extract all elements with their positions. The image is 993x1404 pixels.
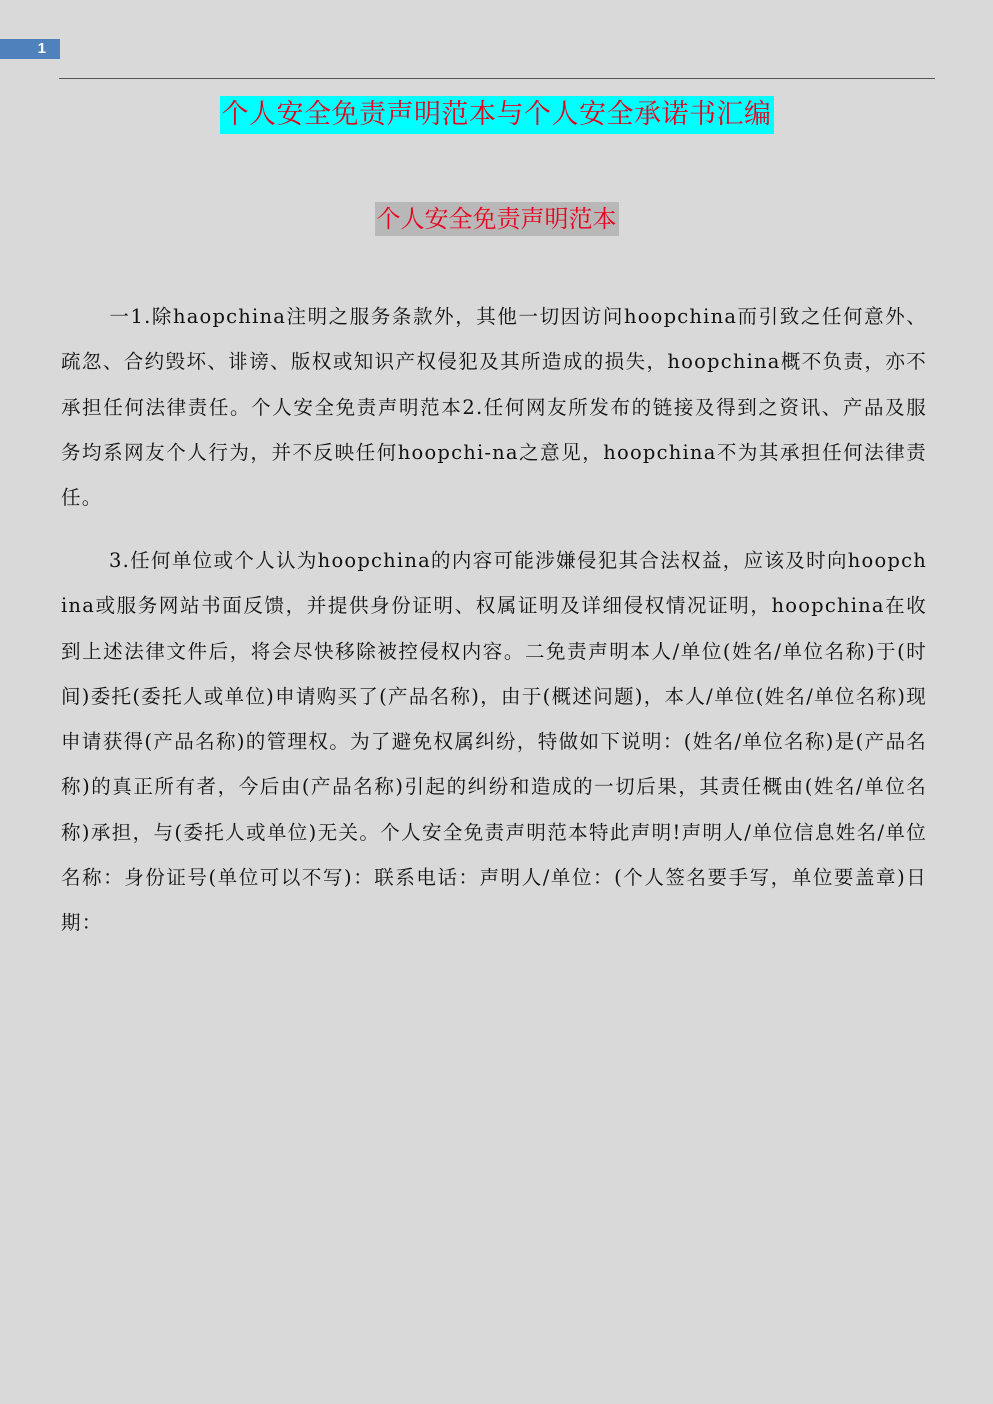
- sub-title-container: [0, 202, 993, 236]
- main-title-container: [0, 96, 993, 134]
- document-main-title: 个人安全免责声明范本与个人安全承诺书汇编: [220, 96, 774, 134]
- paragraph-1: [61, 294, 927, 520]
- paragraph-2: [61, 538, 927, 946]
- page-number-badge: 1: [0, 39, 60, 59]
- paragraph-2-text: 3.任何单位或个人认为hoopchina的内容可能涉嫌侵犯其合法权益，应该及时向hoopchina或服务网站书面反馈，并提供身份证明、权属证明及详细侵权情况证明，hoopchina在收到上述法律文件后，将会尽快移除被控侵权内容。二免责声明本人/单位(姓名/单位名称)于(时间)委托(委托人或单位)申请购买了(产品名称)，由于(概述问题)，本人/单位(姓名/单位名称)现申请获得(产品名称)的管理权。为了避免权属纠纷，特做如下说明：(姓名/单位名称)是(产品名称)的真正所有者，今后由(产品名称)引起的纠纷和造成的一切后果，其责任概由(姓名/单位名称)承担，与(委托人或单位)无关。个人安全免责声明范本特此声明!声明人/单位信息姓名/单位名称：身份证号(单位可以不写)：联系电话：声明人/单位：(个人签名要手写，单位要盖章)日期：: [61, 549, 927, 935]
- paragraph-1-text: 一1.除haopchina注明之服务条款外，其他一切因访问hoopchina而引致之任何意外、疏忽、合约毁坏、诽谤、版权或知识产权侵犯及其所造成的损失，hoopchina概不负责，亦不承担任何法律责任。个人安全免责声明范本2.任何网友所发布的链接及得到之资讯、产品及服务均系网友个人行为，并不反映任何hoopchi-na之意见，hoopchina不为其承担任何法律责任。: [61, 305, 927, 510]
- section-title: 个人安全免责声明范本: [375, 202, 619, 236]
- header-divider: [59, 78, 935, 79]
